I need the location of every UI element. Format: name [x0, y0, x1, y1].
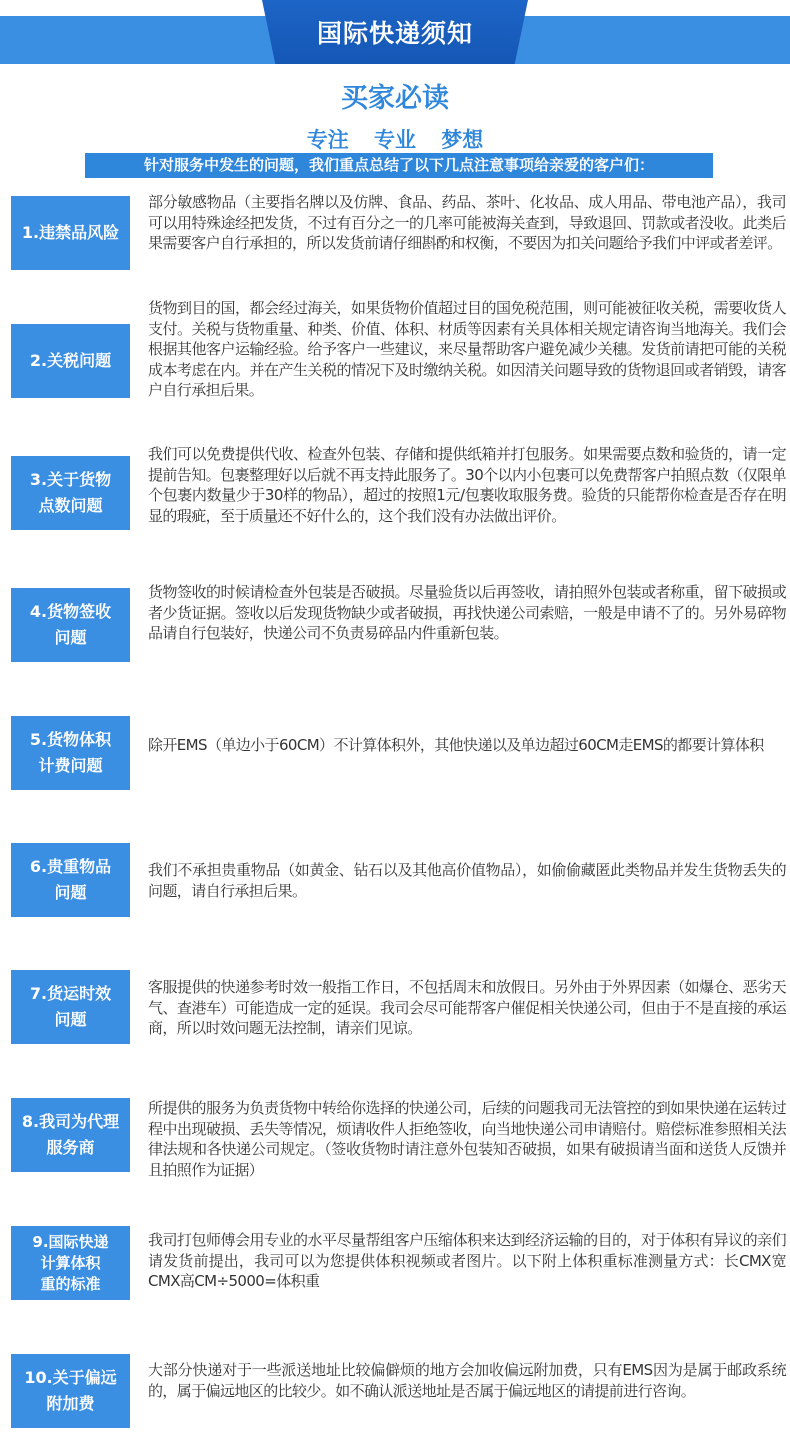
- item-6-text: 我们不承担贵重物品（如黄金、钻石以及其他高价值物品），如偷偷藏匿此类物品并发生货物丢失的问题，请自行承担后果。: [148, 861, 786, 900]
- item-8-badge: 8.我司为代理 服务商: [11, 1098, 130, 1172]
- page-title: 国际快递须知: [316, 19, 473, 48]
- item-10-text: 大部分快递对于一些派送地址比较偏僻烦的地方会加收偏远附加费，只有EMS因为是属于邮政系统的，属于偏远地区的比较少。如不确认派送地址是否属于偏远地区的请提前进行咨询。: [148, 1361, 786, 1400]
- page-subtitle: 买家必读: [341, 83, 449, 114]
- item-7-badge: 7.货运时效 问题: [11, 970, 130, 1044]
- item-1-text: 部分敏感物品（主要指名牌以及仿牌、食品、药品、茶叶、化妆品、成人用品、带电池产品），我司可以用特殊途经把发货，不过有百分之一的几率可能被海关查到，导致退回、罚款或者没收。此类后果需要客户自行承担的，所以发货前请仔细斟酌和权衡，不要因为扣关问题给予我们中评或者差评。: [148, 193, 786, 252]
- item-6-badge: 6.贵重物品 问题: [11, 843, 130, 917]
- item-3-text: 我们可以免费提供代收、检查外包装、存储和提供纸箱并打包服务。如果需要点数和验货的，请一定提前告知。包裹整理好以后就不再支持此服务了。30个以内小包裹可以免费帮客户拍照点数（仅限单个包裹内数量少于30样的物品），超过的按照1元/包裹收取服务费。验货的只能帮你检查是否存在明显的瑕疵，至于质量还不好什么的，这个我们没有办法做出评价。: [148, 445, 786, 525]
- item-5-text: 除开EMS（单边小于60CM）不计算体积外，其他快递以及单边超过60CM走EMS的都要计算体积: [148, 736, 764, 754]
- item-7-text: 客服提供的快递参考时效一般指工作日，不包括周末和放假日。另外由于外界因素（如爆仓、恶劣天气、查港车）可能造成一定的延误。我司会尽可能帮客户催促相关快递公司，但由于不是直接的承运商，所以时效问题无法控制，请亲们见谅。: [148, 978, 786, 1037]
- item-2-text: 货物到目的国，都会经过海关，如果货物价值超过目的国免税范围，则可能被征收关税，需要收货人支付。关税与货物重量、种类、价值、体积、材质等因素有关具体相关规定请咨询当地海关。我们会根据其他客户运输经验。给予客户一些建议，来尽量帮助客户避免减少关穗。发货前请把可能的关税成本考虑在内。并在产生关税的情况下及时缴纳关税。如因清关问题导致的货物退回或者销毁，请客户自行承担后果。: [148, 299, 786, 399]
- motto: 专注 专业 梦想: [306, 128, 484, 152]
- intro-bar: 针对服务中发生的问题，我们重点总结了以下几点注意事项给亲爱的客户们：: [85, 153, 713, 178]
- item-1-badge: 1.违禁品风险: [11, 196, 130, 270]
- item-3-badge: 3.关于货物 点数问题: [11, 456, 130, 530]
- item-9-text: 我司打包师傅会用专业的水平尽量帮组客户压缩体积来达到经济运输的目的，对于体积有异议的亲们请发货前提出，我司可以为您提供体积视频或者图片。以下附上体积重标准测量方式：长CMX宽CMX高CM÷5000=体积重: [148, 1231, 786, 1290]
- item-4-text: 货物签收的时候请检查外包装是否破损。尽量验货以后再签收，请拍照外包装或者称重，留下破损或者少货证据。签收以后发现货物缺少或者破损，再找快递公司索赔，一般是申请不了的。另外易碎物品请自行包装好，快递公司不负责易碎品内件重新包装。: [148, 583, 786, 642]
- item-4-badge: 4.货物签收 问题: [11, 588, 130, 662]
- item-9-badge: 9.国际快递 计算体积 重的标准: [11, 1226, 130, 1300]
- item-5-badge: 5.货物体积 计费问题: [11, 716, 130, 790]
- item-8-text: 所提供的服务为负责货物中转给你选择的快递公司，后续的问题我司无法管控的到如果快递在运转过程中出现破损、丢失等情况，烦请收件人拒绝签收，向当地快递公司申请赔付。赔偿标准参照相关法律法规和各快递公司规定。（签收货物时请注意外包装知否破损，如果有破损请当面和送货人反馈并且拍照作为证据）: [148, 1099, 786, 1179]
- item-10-badge: 10.关于偏远 附加费: [11, 1354, 130, 1428]
- item-2-badge: 2.关税问题: [11, 324, 130, 398]
